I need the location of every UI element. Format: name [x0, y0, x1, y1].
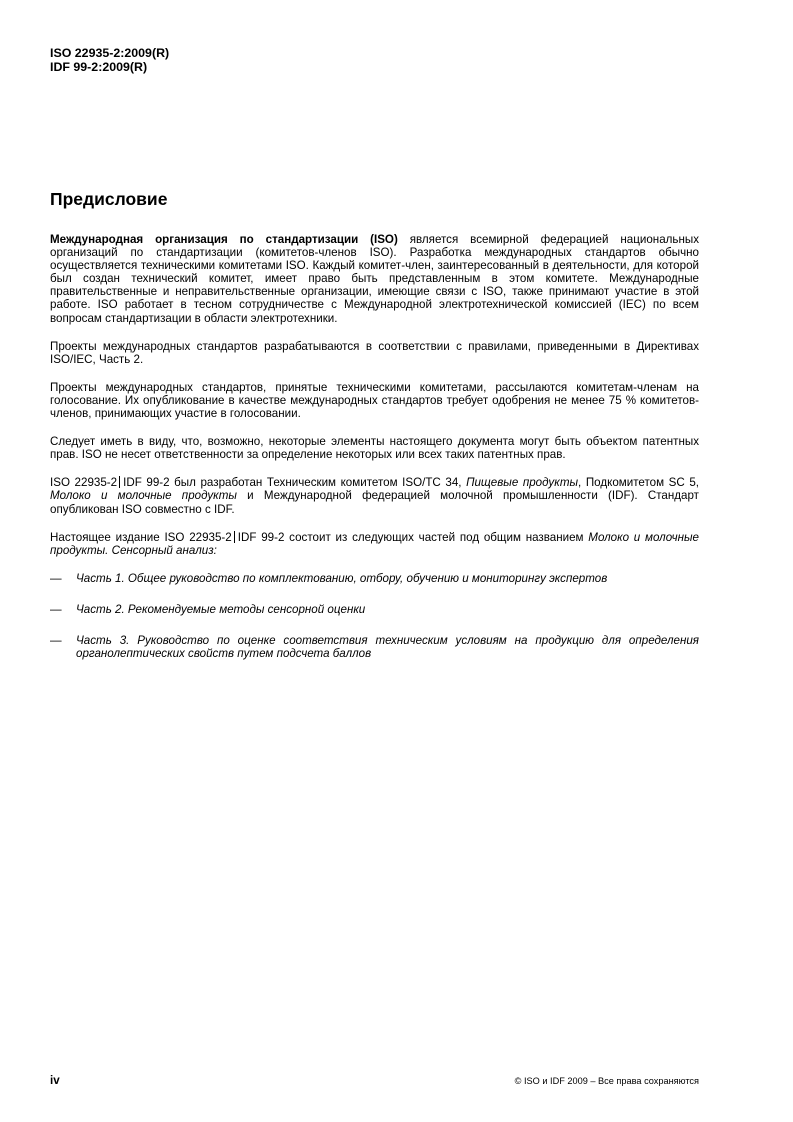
committee-food-products: Пищевые продукты	[466, 476, 579, 490]
part-1-text: Часть 1. Общее руководство по комплектованию, отбору, обучению и мониторингу экспертов	[76, 571, 608, 585]
iso-organization-name: Международная организация по стандартизации (ISO)	[50, 233, 398, 246]
list-item-part-1	[50, 572, 699, 585]
dash-marker: —	[50, 602, 62, 616]
page-number: iv	[50, 1074, 60, 1087]
paragraph-iso-intro	[50, 233, 699, 325]
foreword-body	[50, 233, 699, 678]
paragraph-patents: Следует иметь в виду, что, возможно, некоторые элементы настоящего документа могут быть объектом патентных прав. ISO не несет ответственности за определение некоторых или всех таких патентных прав.	[50, 435, 699, 462]
paragraph-directives: Проекты международных стандартов разрабатываются в соответствии с правилами, приведенными в Директивах ISO/IEC, Часть 2.	[50, 339, 699, 366]
idf-standard-number: IDF 99-2	[237, 530, 285, 544]
iso-standard-number: ISO 22935-2	[50, 476, 118, 490]
parts-list	[50, 572, 699, 660]
document-identifier	[50, 46, 169, 74]
list-item-part-2	[50, 603, 699, 616]
idf-code: IDF 99-2:2009(R)	[50, 60, 148, 74]
parts-intro-text-2: состоит из следующих частей под общим названием	[284, 530, 589, 544]
committee-text-3: и Международной федерацией молочной промышленности (IDF). Стандарт опубликован ISO совместно с IDF.	[50, 489, 699, 516]
dash-marker: —	[50, 571, 62, 585]
part-2-text: Часть 2. Рекомендуемые методы сенсорной оценки	[76, 602, 366, 616]
series-title: Молоко и молочные продукты. Сенсорный анализ:	[50, 530, 699, 557]
separator-bar	[234, 531, 235, 543]
separator-bar	[119, 476, 120, 488]
idf-standard-number: IDF 99-2	[123, 476, 170, 490]
paragraph-committee	[50, 476, 699, 515]
part-3-text: Часть 3. Руководство по оценке соответствия техническим условиям на продукцию для определения органолептических свойств путем подсчета баллов	[76, 633, 699, 661]
dash-marker: —	[50, 633, 62, 647]
iso-code: ISO 22935-2:2009(R)	[50, 46, 170, 60]
copyright-notice: © ISO и IDF 2009 – Все права сохраняются	[514, 1076, 699, 1086]
list-item-part-3	[50, 634, 699, 660]
parts-intro-text-1: Настоящее издание	[50, 530, 165, 544]
paragraph-voting: Проекты международных стандартов, принятые техническими комитетами, рассылаются комитетам-членам на голосование. Их опубликование в качестве международных стандартов требует одобрения не менее 75 % комитетов-членов, принимающих участие в голосовании.	[50, 380, 699, 421]
paragraph-iso-intro-text: является всемирной федерацией национальных организаций по стандартизации (комитетов-членов ISO). Разработка международных стандартов обычно осуществляется техническими комитетами ISO. Каждый комитет-член, заинтересованный в деятельности, для которой был создан технический комитет, имеет право быть представленным в этом комитете. Международные правительственные и неправительственные организации, имеющие связи с ISO, также принимают участие в этой работе. ISO работает в тесном сотрудничестве с Международной электротехнической комиссией (IEC) по всем вопросам стандартизации в области электротехники.	[50, 233, 699, 325]
committee-text-1: был разработан Техническим комитетом ISO/TC 34,	[169, 476, 467, 490]
page-title: Предисловие	[50, 189, 168, 209]
subcommittee-milk-products: Молоко и молочные продукты	[50, 489, 237, 503]
iso-standard-number: ISO 22935-2	[164, 530, 232, 544]
committee-text-2: , Подкомитетом SC 5,	[578, 476, 700, 490]
paragraph-parts-intro	[50, 531, 699, 557]
